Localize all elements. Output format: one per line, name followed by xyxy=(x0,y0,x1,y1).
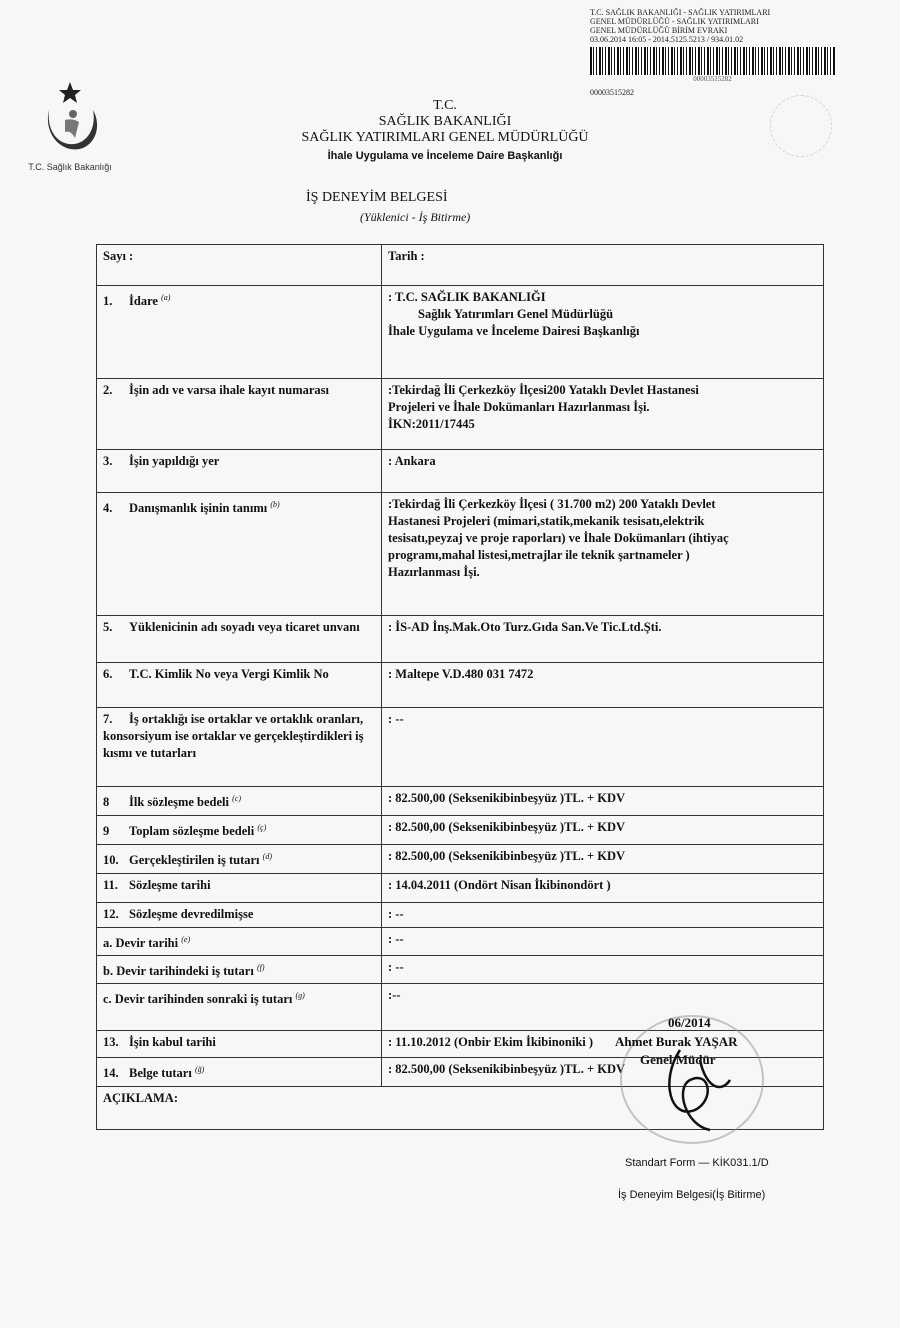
stamp-line: 03.06.2014 16:05 - 2014.5125.5213 / 934.01.02 xyxy=(590,35,744,44)
row-value-line: Sağlık Yatırımları Genel Müdürlüğü xyxy=(418,307,614,321)
row-value-line: : T.C. SAĞLIK BAKANLIĞI xyxy=(388,290,546,304)
row-label-cell xyxy=(97,845,382,874)
row-value-line: : -- xyxy=(388,712,404,726)
footnote-marker: (g) xyxy=(295,991,305,1001)
row-value-cell xyxy=(382,845,824,874)
row-label: Yüklenicinin adı soyadı veya ticaret unvanı xyxy=(129,620,360,634)
row-label: İşin kabul tarihi xyxy=(129,1035,216,1050)
signature-block xyxy=(610,1010,790,1140)
row-value-cell xyxy=(382,616,824,663)
stamp-line: GENEL MÜDÜRLÜĞÜ - SAĞLIK YATIRIMLARI xyxy=(590,17,759,26)
row-label-cell xyxy=(97,956,382,984)
row-value-line: : -- xyxy=(388,932,404,946)
signature-date: 06/2014 xyxy=(668,1015,711,1030)
row-value-line: İhale Uygulama ve İnceleme Dairesi Başkanlığı xyxy=(388,324,640,338)
sayi-label: Sayı : xyxy=(97,245,382,286)
tarih-label: Tarih : xyxy=(382,245,824,286)
row-label: Belge tutarı xyxy=(129,1066,192,1081)
header-line: SAĞLIK BAKANLIĞI xyxy=(378,114,512,129)
footnote-marker: (e) xyxy=(181,935,191,944)
row-label-cell xyxy=(97,708,382,787)
footnote-marker: (c) xyxy=(232,794,242,803)
document-subtitle: (Yüklenici - İş Bitirme) xyxy=(360,210,471,224)
row-label: T.C. Kimlik No veya Vergi Kimlik No xyxy=(129,667,329,681)
document-title: İŞ DENEYİM BELGESİ xyxy=(306,190,448,205)
table-row xyxy=(97,245,824,286)
row-label: b. Devir tarihindeki iş tutarı xyxy=(103,964,254,979)
table-row xyxy=(97,874,824,903)
row-number: 4. xyxy=(103,501,113,516)
document-header xyxy=(220,98,670,162)
row-value-cell xyxy=(382,903,824,928)
row-label: İlk sözleşme bedeli xyxy=(129,795,229,810)
row-value-line: tesisatı,peyzaj ve proje raporları) ve İhale Dokümanları (ihtiyaç xyxy=(388,531,729,545)
row-value-line: : 11.10.2012 (Onbir Ekim İkibinoniki ) xyxy=(388,1035,594,1050)
document-number: 00003515282 xyxy=(590,88,634,97)
row-number: 9 xyxy=(103,824,110,839)
row-label: Gerçekleştirilen iş tutarı xyxy=(129,853,260,868)
row-label-cell xyxy=(97,903,382,928)
logo-caption: T.C. Sağlık Bakanlığı xyxy=(28,162,112,172)
experience-form-table xyxy=(96,244,824,1130)
table-row xyxy=(97,845,824,874)
form-code: Standart Form — KİK031.1/D xyxy=(625,1157,769,1169)
stamp-line: GENEL MÜDÜRLÜĞÜ BİRİM EVRAKI xyxy=(590,26,728,35)
row-value-cell xyxy=(382,816,824,845)
row-number: 2. xyxy=(103,383,113,397)
row-label: Toplam sözleşme bedeli xyxy=(129,824,255,839)
row-label-cell xyxy=(97,874,382,903)
row-value-line: : -- xyxy=(388,907,404,921)
faded-seal xyxy=(770,95,832,157)
row-value-cell xyxy=(382,450,824,493)
row-value-line: : 82.500,00 (Seksenikibinbeşyüz )TL. + KDV xyxy=(388,791,626,805)
footnote-marker: (ğ) xyxy=(194,1065,205,1075)
table-row xyxy=(97,816,824,845)
footnote-marker: (d) xyxy=(262,852,272,861)
row-value-cell xyxy=(382,787,824,816)
row-number: 5. xyxy=(103,620,113,634)
row-value-line: :Tekirdağ İli Çerkezköy İlçesi200 Yataklı Devlet Hastanesi xyxy=(388,383,699,397)
table-row xyxy=(97,493,824,616)
row-label-cell xyxy=(97,493,382,616)
row-number: 11. xyxy=(103,878,118,892)
footnote-marker: (a) xyxy=(161,293,171,302)
row-value-cell xyxy=(382,708,824,787)
row-label-cell xyxy=(97,450,382,493)
row-value-cell xyxy=(382,874,824,903)
table-row xyxy=(97,787,824,816)
row-label-cell xyxy=(97,616,382,663)
table-row xyxy=(97,450,824,493)
row-label: İş ortaklığı ise ortaklar ve ortaklık oranları, konsorsiyum ise ortaklar ve gerçekleştirdikleri iş kısmı ve tutarları xyxy=(103,712,364,760)
row-number: 12. xyxy=(103,907,119,921)
table-row xyxy=(97,616,824,663)
row-label: a. Devir tarihi xyxy=(103,936,179,951)
row-value-line: : -- xyxy=(388,960,404,975)
footnote-marker: (b) xyxy=(270,500,280,509)
row-label: İşin yapıldığı yer xyxy=(129,454,220,468)
row-value-cell xyxy=(382,663,824,708)
row-label-cell xyxy=(97,816,382,845)
row-value-line: Hastanesi Projeleri (mimari,statik,mekanik tesisatı,elektrik xyxy=(388,514,705,528)
header-line: T.C. xyxy=(433,98,457,113)
row-value-line: İKN:2011/17445 xyxy=(388,417,475,431)
table-row xyxy=(97,286,824,379)
row-label-cell xyxy=(97,1031,382,1058)
row-label: Sözleşme devredilmişse xyxy=(129,907,254,921)
header-line: SAĞLIK YATIRIMLARI GENEL MÜDÜRLÜĞÜ xyxy=(301,130,589,145)
row-value-line: : 82.500,00 (Seksenikibinbeşyüz )TL. + KDV xyxy=(388,820,626,834)
row-label-cell xyxy=(97,286,382,379)
row-number: 14. xyxy=(103,1066,119,1081)
row-value-line: Hazırlanması İşi. xyxy=(388,565,480,579)
table-row xyxy=(97,956,824,984)
signatory-role: Genel Müdür xyxy=(640,1052,716,1067)
table-row xyxy=(97,903,824,928)
row-label-cell xyxy=(97,379,382,450)
row-label-cell xyxy=(97,928,382,956)
row-label: c. Devir tarihinden sonraki iş tutarı xyxy=(103,992,293,1007)
table-row xyxy=(97,708,824,787)
row-value-line: : Maltepe V.D.480 031 7472 xyxy=(388,667,534,681)
row-number: 8 xyxy=(103,795,110,810)
row-label: Sözleşme tarihi xyxy=(129,878,211,892)
row-value-cell xyxy=(382,286,824,379)
row-value-line: :Tekirdağ İli Çerkezköy İlçesi ( 31.700 m2) 200 Yataklı Devlet xyxy=(388,497,716,511)
row-value-line: :-- xyxy=(388,988,401,1003)
table-row xyxy=(97,663,824,708)
row-number: 10. xyxy=(103,853,119,868)
aciklama-label: AÇIKLAMA: xyxy=(97,1087,824,1130)
row-number: 1. xyxy=(103,294,113,309)
row-value-line: : 82.500,00 (Seksenikibinbeşyüz )TL. + KDV xyxy=(388,849,626,863)
row-number: 7. xyxy=(103,712,113,726)
barcode-number: 00003515282 xyxy=(693,75,732,83)
row-value-line: : 14.04.2011 (Ondört Nisan İkibinondört ) xyxy=(388,878,611,892)
row-label: Danışmanlık işinin tanımı xyxy=(129,501,268,516)
row-label-cell xyxy=(97,984,382,1031)
row-number: 13. xyxy=(103,1035,119,1050)
row-value-line: : Ankara xyxy=(388,454,436,468)
signatory-name: Ahmet Burak YAŞAR xyxy=(615,1034,738,1049)
row-value-line: : 82.500,00 (Seksenikibinbeşyüz )TL. + KDV xyxy=(388,1062,626,1077)
ministry-logo xyxy=(20,80,120,172)
row-label: İşin adı ve varsa ihale kayıt numarası xyxy=(129,383,330,397)
registry-stamp xyxy=(590,8,835,97)
table-row xyxy=(97,928,824,956)
row-value-line: : İS-AD İnş.Mak.Oto Turz.Gıda San.Ve Tic.Ltd.Şti. xyxy=(388,620,662,634)
row-value-cell xyxy=(382,493,824,616)
row-label-cell xyxy=(97,787,382,816)
footnote-marker: (ç) xyxy=(257,823,267,832)
ministry-emblem-icon xyxy=(35,80,105,160)
row-label-cell xyxy=(97,663,382,708)
barcode xyxy=(590,47,835,75)
row-value-cell xyxy=(382,956,824,984)
row-number: 6. xyxy=(103,667,113,681)
stamp-line: T.C. SAĞLIK BAKANLIĞI - SAĞLIK YATIRIMLARI xyxy=(590,8,771,17)
row-value-line: Projeleri ve İhale Dokümanları Hazırlanması İşi. xyxy=(388,400,650,414)
row-value-line: programı,mahal listesi,metrajlar ile teknik şartnameler ) xyxy=(388,548,690,562)
row-value-cell xyxy=(382,379,824,450)
table-row xyxy=(97,379,824,450)
footnote-marker: (f) xyxy=(256,963,265,973)
row-label: İdare xyxy=(129,294,158,309)
form-name: İş Deneyim Belgesi(İş Bitirme) xyxy=(618,1189,766,1201)
row-label-cell xyxy=(97,1058,382,1087)
row-value-cell xyxy=(382,928,824,956)
header-department: İhale Uygulama ve İnceleme Daire Başkanlığı xyxy=(327,150,563,162)
row-number: 3. xyxy=(103,454,113,468)
